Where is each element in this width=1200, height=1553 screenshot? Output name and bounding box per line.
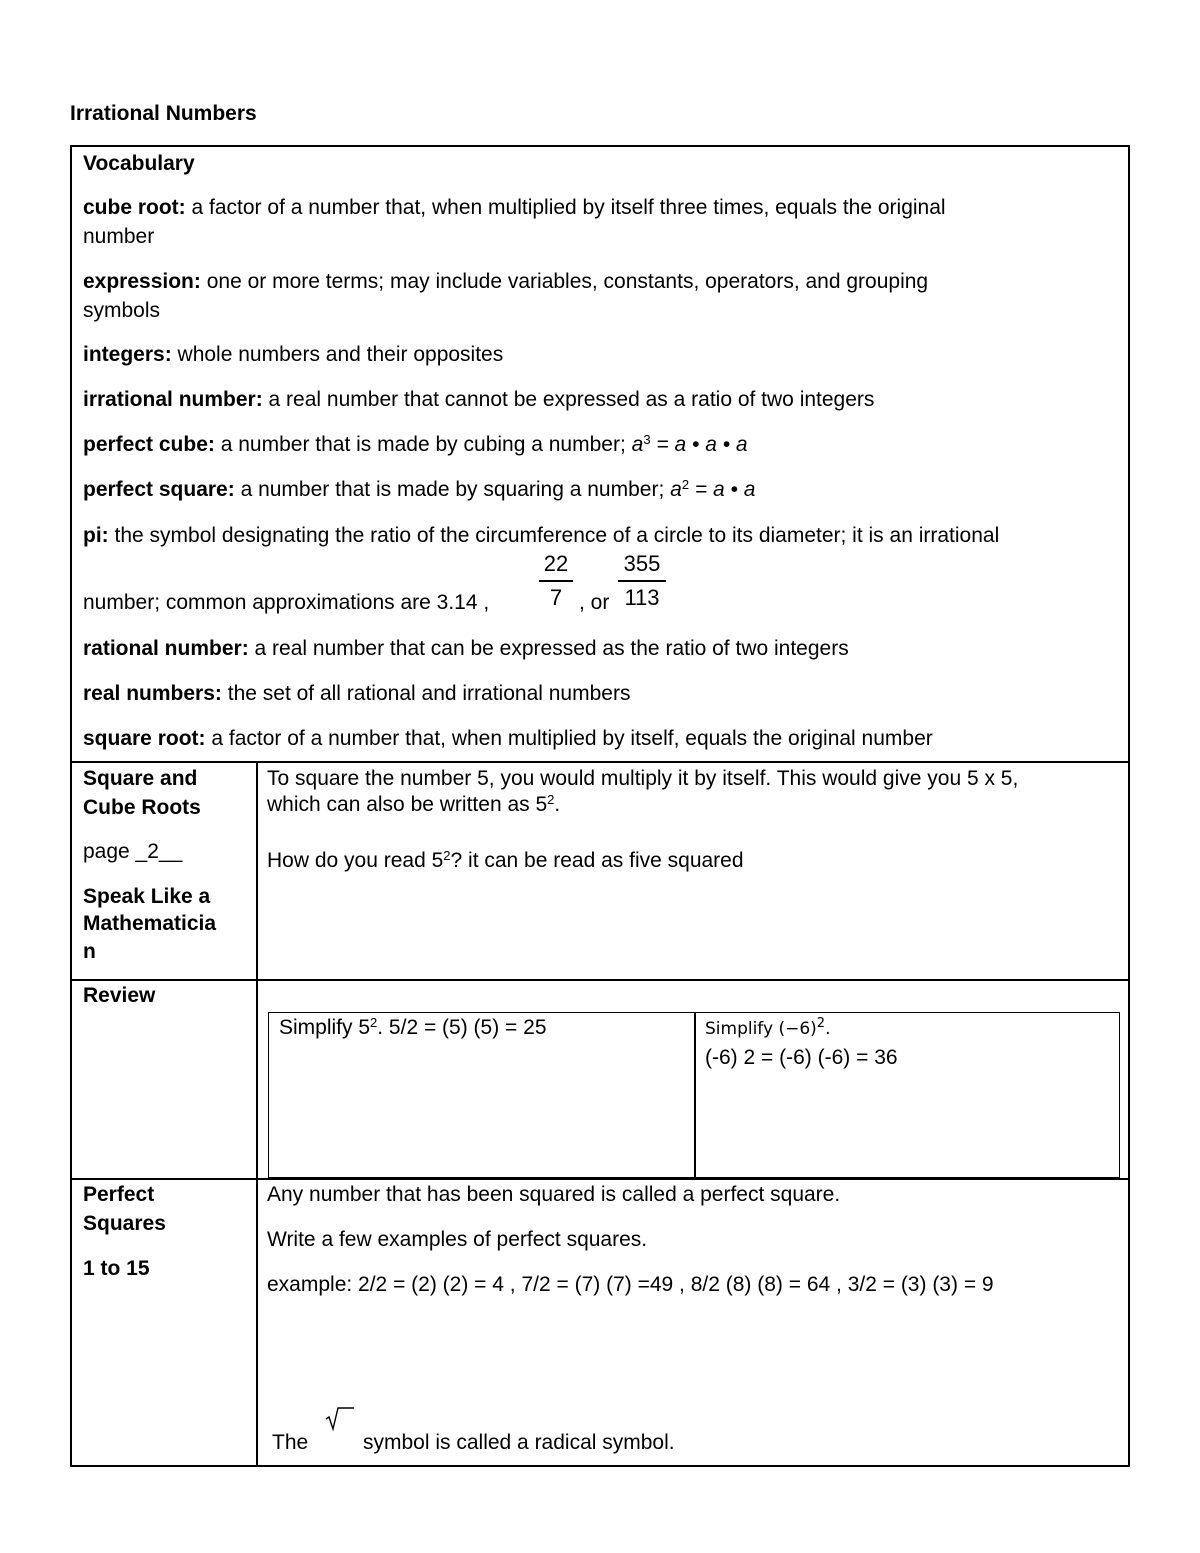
term: rational number: xyxy=(83,637,249,660)
radical-the: The xyxy=(272,1431,309,1454)
work: . 5/2 = (5) (5) = 25 xyxy=(377,1016,547,1039)
exponent: 2 xyxy=(443,848,451,863)
exponent: 3 xyxy=(643,432,651,447)
formula: = a • a • a xyxy=(656,433,748,456)
definition: a number that is made by squaring a number; xyxy=(240,478,665,501)
vocab-integers xyxy=(83,340,503,369)
column-divider xyxy=(256,761,258,1465)
fraction-22-7 xyxy=(539,551,573,611)
review-right-title xyxy=(705,1015,830,1044)
exponent: 2 xyxy=(547,792,555,807)
or-text: , or xyxy=(579,591,610,614)
fraction-bar xyxy=(618,580,666,582)
square-explanation-cont xyxy=(267,790,560,819)
term: cube root: xyxy=(83,196,186,219)
speak-label-end: n xyxy=(83,940,96,963)
review-left-problem xyxy=(279,1013,547,1042)
exponent: 2 xyxy=(681,477,690,492)
vocab-square-root xyxy=(83,724,933,753)
review-label: Review xyxy=(83,984,156,1007)
speak-label: Speak Like a xyxy=(83,885,211,908)
perfect-definition: Any number that has been squared is called a perfect square. xyxy=(267,1183,841,1206)
review-right-work: (-6) 2 = (-6) (-6) = 36 xyxy=(705,1046,898,1069)
square-explanation: To square the number 5, you would multiply it by itself. This would give you 5 x 5, xyxy=(267,767,1019,790)
perfect-label: Perfect xyxy=(83,1183,155,1206)
definition: a real number that cannot be expressed as a ratio of two integers xyxy=(268,388,875,411)
vocab-perfect-cube xyxy=(83,430,748,459)
definition: one or more terms; may include variables, constants, operators, and grouping xyxy=(206,270,929,293)
page-title: Irrational Numbers xyxy=(70,102,257,125)
text: Simplify (−6) xyxy=(705,1019,817,1039)
text: How do you read 5 xyxy=(267,849,444,872)
definition: a real number that can be expressed as the ratio of two integers xyxy=(254,637,849,660)
vocab-irrational xyxy=(83,385,874,414)
text: Simplify 5 xyxy=(279,1016,371,1039)
speak-label-cont: Mathematicia xyxy=(83,912,217,935)
term: perfect square: xyxy=(83,478,235,501)
exponent: 2 xyxy=(816,1016,826,1031)
definition: the symbol designating the ratio of the circumference of a circle to its diameter; it is an irrational xyxy=(114,524,1000,547)
definition: a number that is made by cubing a number; xyxy=(220,433,626,456)
row-divider xyxy=(72,979,1128,981)
section-label-cont: Cube Roots xyxy=(83,796,201,819)
fraction-355-113 xyxy=(618,551,666,611)
read-question xyxy=(267,846,744,875)
exponent: 2 xyxy=(370,1015,378,1030)
period: . xyxy=(825,1019,831,1039)
term: integers: xyxy=(83,343,172,366)
definition: whole numbers and their opposites xyxy=(177,343,504,366)
fraction-bar xyxy=(539,580,573,582)
vocab-heading: Vocabulary xyxy=(83,152,195,175)
term: perfect cube: xyxy=(83,433,215,456)
vocab-expression xyxy=(83,267,928,296)
page-reference: page _2__ xyxy=(83,840,183,863)
radical-sentence: symbol is called a radical symbol. xyxy=(363,1431,675,1454)
variable: a xyxy=(631,433,644,456)
term: square root: xyxy=(83,727,206,750)
text: which can also be written as 5 xyxy=(267,793,548,816)
definition: a factor of a number that, when multiplied by itself three times, equals the original xyxy=(191,196,946,219)
perfect-range: 1 to 15 xyxy=(83,1257,150,1280)
vocab-perfect-square xyxy=(83,475,755,504)
radical-symbol-icon xyxy=(324,1405,356,1435)
subtable-divider xyxy=(694,1013,696,1177)
formula: = a • a xyxy=(694,478,756,501)
vocab-rational xyxy=(83,634,849,663)
row-divider xyxy=(72,761,1128,763)
perfect-examples: example: 2/2 = (2) (2) = 4 , 7/2 = (7) (7) =49 , 8/2 (8) (8) = 64 , 3/2 = (3) (3) = 9 xyxy=(267,1273,994,1296)
notes-table xyxy=(70,145,1130,1467)
perfect-label-cont: Squares xyxy=(83,1212,166,1235)
definition: the set of all rational and irrational numbers xyxy=(227,682,631,705)
vocab-pi-cont: number; common approximations are 3.14 , xyxy=(83,591,490,614)
term: expression: xyxy=(83,270,201,293)
vocab-cube-root xyxy=(83,193,946,222)
vocab-expression-cont: symbols xyxy=(83,299,161,322)
denominator: 113 xyxy=(624,584,660,610)
numerator: 355 xyxy=(623,551,661,576)
vocab-real-numbers xyxy=(83,679,630,708)
definition: a factor of a number that, when multiplied by itself, equals the original number xyxy=(211,727,933,750)
numerator: 22 xyxy=(543,551,569,576)
review-subtable xyxy=(268,1012,1120,1178)
denominator: 7 xyxy=(549,584,563,610)
term: pi: xyxy=(83,524,109,547)
term: real numbers: xyxy=(83,682,222,705)
period: . xyxy=(554,793,561,816)
vocab-pi xyxy=(83,521,999,550)
term: irrational number: xyxy=(83,388,263,411)
variable: a xyxy=(670,478,682,501)
answer: ? it can be read as five squared xyxy=(450,849,744,872)
vocab-cube-root-cont: number xyxy=(83,225,155,248)
perfect-prompt: Write a few examples of perfect squares. xyxy=(267,1228,648,1251)
section-label: Square and xyxy=(83,767,198,790)
